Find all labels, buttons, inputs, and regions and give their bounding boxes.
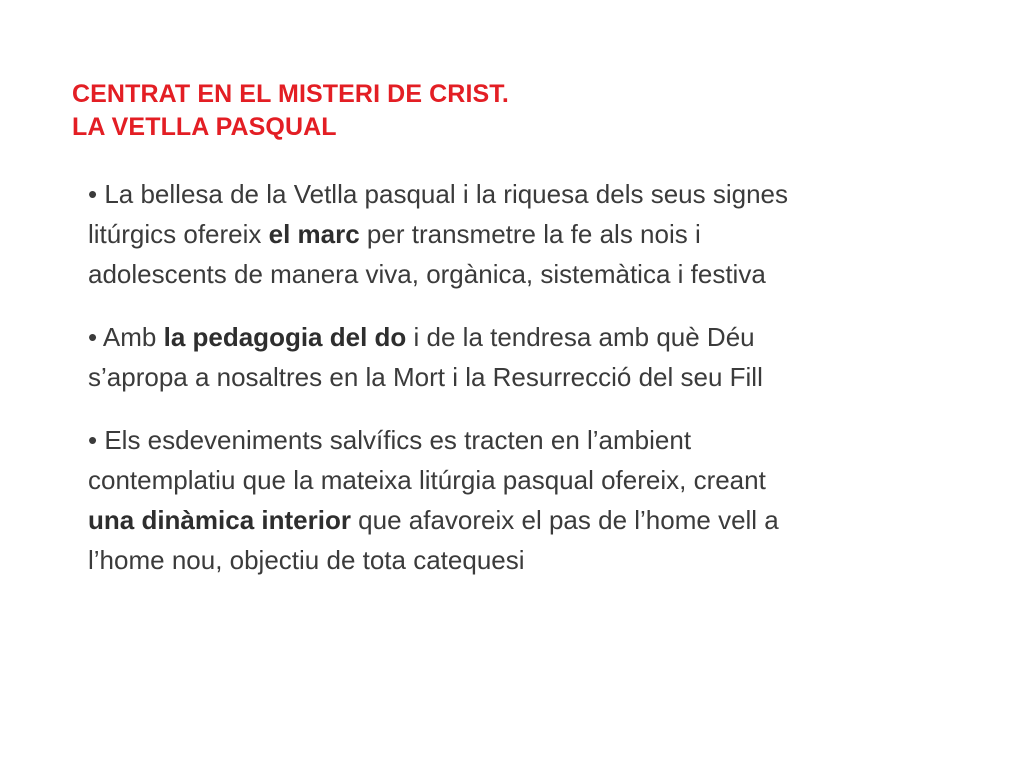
paragraph-1-line-3: adolescents de manera viva, orgànica, sistemàtica i festiva (88, 259, 766, 289)
paragraph-3-text-3: que afavoreix el pas de l’home vell a (350, 505, 779, 535)
paragraph-1-text-2a: litúrgics ofereix (88, 219, 269, 249)
bullet-marker: • (88, 425, 98, 455)
paragraph-1-text-1: La bellesa de la Vetlla pasqual i la riquesa dels seus signes (97, 179, 789, 209)
paragraph-2-text-1b: i de la tendresa amb què Déu (406, 322, 755, 352)
title-line-2: LA VETLLA PASQUAL (72, 113, 337, 141)
paragraph-2-line-2: s’apropa a nosaltres en la Mort i la Resurrecció del seu Fill (88, 362, 763, 392)
paragraph-3-line-4: l’home nou, objectiu de tota catequesi (88, 545, 525, 575)
paragraph-3-line-3 (88, 500, 948, 540)
slide-body (88, 174, 948, 603)
paragraph-2-emphasis: la pedagogia del do (163, 322, 407, 352)
bullet-marker: • (88, 322, 98, 352)
paragraph-2-text-1a: Amb (97, 322, 164, 352)
slide-title (72, 78, 952, 144)
paragraph-3-line-1 (88, 420, 948, 460)
paragraph-1-emphasis: el marc (268, 219, 360, 249)
bullet-paragraph-2 (88, 317, 948, 397)
bullet-marker: • (88, 179, 98, 209)
paragraph-2-line-1 (88, 317, 948, 357)
paragraph-1-text-2b: per transmetre la fe als nois i (359, 219, 701, 249)
paragraph-1-line-2 (88, 214, 948, 254)
bullet-paragraph-3 (88, 420, 948, 580)
paragraph-3-emphasis: una dinàmica interior (88, 505, 351, 535)
bullet-paragraph-1 (88, 174, 948, 294)
paragraph-3-line-2: contemplatiu que la mateixa litúrgia pasqual ofereix, creant (88, 465, 766, 495)
paragraph-3-text-1: Els esdeveniments salvífics es tracten en l’ambient (97, 425, 692, 455)
title-line-1: CENTRAT EN EL MISTERI DE CRIST. (72, 80, 509, 108)
paragraph-1-line-1 (88, 174, 948, 214)
